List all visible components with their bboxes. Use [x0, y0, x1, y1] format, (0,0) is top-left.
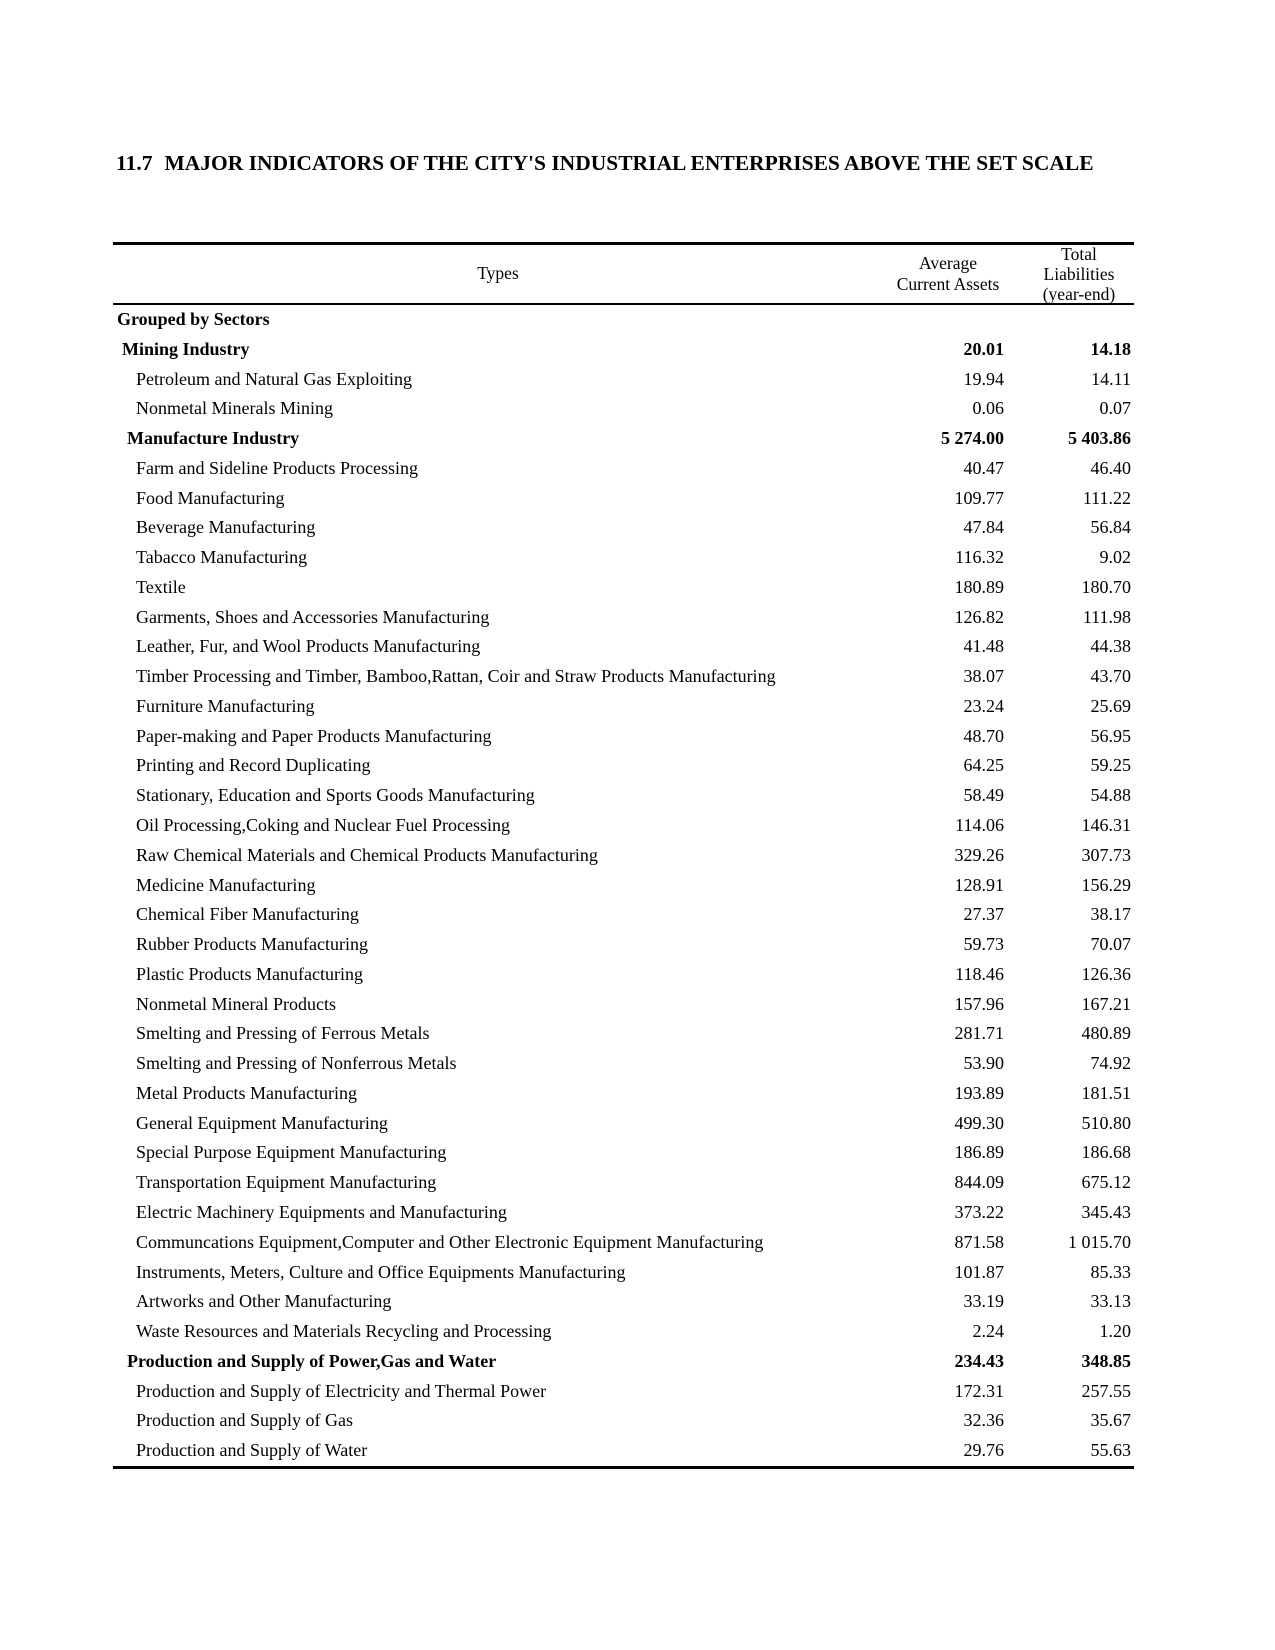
average-current-assets-cell: 101.87	[954, 1261, 1004, 1282]
table-row	[113, 841, 1134, 871]
table-row	[113, 1436, 1134, 1466]
table-row	[113, 484, 1134, 514]
table-row	[113, 573, 1134, 603]
average-current-assets-cell: 5 274.00	[941, 428, 1004, 449]
row-label: Production and Supply of Gas	[136, 1410, 353, 1431]
total-liabilities-cell: 14.18	[1090, 338, 1131, 359]
page-title	[116, 146, 1132, 180]
indicators-table	[113, 242, 1134, 1469]
average-current-assets-cell: 40.47	[963, 457, 1004, 478]
average-current-assets-cell: 180.89	[954, 576, 1004, 597]
header-liab-line3: (year-end)	[1042, 284, 1116, 304]
total-liabilities-cell: 156.29	[1081, 874, 1131, 895]
header-types: Types	[477, 263, 519, 283]
average-current-assets-cell: 193.89	[954, 1082, 1004, 1103]
table-row	[113, 811, 1134, 841]
table-row	[113, 365, 1134, 395]
row-label: Smelting and Pressing of Nonferrous Metals	[136, 1053, 457, 1074]
row-label: Production and Supply of Power,Gas and Water	[127, 1350, 497, 1371]
row-label: Textile	[136, 576, 186, 597]
average-current-assets-cell: 186.89	[954, 1142, 1004, 1163]
average-current-assets-cell: 38.07	[963, 666, 1004, 687]
total-liabilities-cell: 348.85	[1081, 1350, 1131, 1371]
table-row	[113, 1109, 1134, 1139]
total-liabilities-cell: 307.73	[1081, 844, 1131, 865]
table-row	[113, 1198, 1134, 1228]
row-label: Farm and Sideline Products Processing	[136, 457, 418, 478]
average-current-assets-cell: 64.25	[963, 755, 1004, 776]
row-label: Metal Products Manufacturing	[136, 1082, 357, 1103]
total-liabilities-cell: 675.12	[1081, 1172, 1131, 1193]
average-current-assets-cell: 128.91	[954, 874, 1004, 895]
total-liabilities-cell: 70.07	[1090, 934, 1131, 955]
row-label: Raw Chemical Materials and Chemical Products Manufacturing	[136, 844, 598, 865]
title-text: MAJOR INDICATORS OF THE CITY'S INDUSTRIAL ENTERPRISES ABOVE THE SET SCALE	[164, 151, 1094, 175]
row-label: Nonmetal Mineral Products	[136, 993, 336, 1014]
row-label: Tabacco Manufacturing	[136, 547, 308, 568]
average-current-assets-cell: 871.58	[954, 1231, 1004, 1252]
total-liabilities-cell: 180.70	[1081, 576, 1131, 597]
average-current-assets-cell: 41.48	[963, 636, 1004, 657]
table-row	[113, 1079, 1134, 1109]
row-label: Plastic Products Manufacturing	[136, 963, 363, 984]
row-label: Production and Supply of Electricity and Thermal Power	[136, 1380, 547, 1401]
row-label: Production and Supply of Water	[136, 1440, 368, 1461]
row-label: Leather, Fur, and Wool Products Manufacturing	[136, 636, 481, 657]
row-label: Garments, Shoes and Accessories Manufacturing	[136, 606, 490, 627]
row-label: Beverage Manufacturing	[136, 517, 316, 538]
sector-row	[113, 1347, 1134, 1377]
row-label: Nonmetal Minerals Mining	[136, 398, 333, 419]
table-row	[113, 1019, 1134, 1049]
table-row	[113, 960, 1134, 990]
row-label: Paper-making and Paper Products Manufacturing	[136, 725, 492, 746]
row-label: Communcations Equipment,Computer and Other Electronic Equipment Manufacturing	[136, 1231, 764, 1252]
average-current-assets-cell: 53.90	[963, 1053, 1004, 1074]
total-liabilities-cell: 9.02	[1099, 547, 1131, 568]
table-row	[113, 1406, 1134, 1436]
total-liabilities-cell: 55.63	[1090, 1440, 1131, 1461]
total-liabilities-cell: 167.21	[1081, 993, 1131, 1014]
table-row	[113, 990, 1134, 1020]
average-current-assets-cell: 118.46	[955, 963, 1004, 984]
row-label: Chemical Fiber Manufacturing	[136, 904, 359, 925]
average-current-assets-cell: 281.71	[954, 1023, 1004, 1044]
table-row	[113, 543, 1134, 573]
row-label: Transportation Equipment Manufacturing	[136, 1172, 437, 1193]
total-liabilities-cell: 5 403.86	[1068, 428, 1131, 449]
header-total-liabilities	[1018, 244, 1140, 304]
header-assets-line1: Average	[919, 253, 977, 273]
row-label: Petroleum and Natural Gas Exploiting	[136, 368, 412, 389]
total-liabilities-cell: 54.88	[1090, 785, 1131, 806]
row-label: Printing and Record Duplicating	[136, 755, 371, 776]
total-liabilities-cell: 59.25	[1090, 755, 1131, 776]
table-row	[113, 781, 1134, 811]
average-current-assets-cell: 329.26	[954, 844, 1004, 865]
row-label: General Equipment Manufacturing	[136, 1112, 388, 1133]
sector-row	[113, 335, 1134, 365]
average-current-assets-cell: 29.76	[963, 1440, 1004, 1461]
table-row	[113, 871, 1134, 901]
header-liab-line1: Total	[1061, 244, 1097, 264]
header-assets-line2: Current Assets	[896, 274, 1000, 294]
row-label: Rubber Products Manufacturing	[136, 934, 368, 955]
group-label: Grouped by Sectors	[117, 309, 270, 329]
row-label: Food Manufacturing	[136, 487, 285, 508]
table-row	[113, 1287, 1134, 1317]
header-liab-line2: Liabilities	[1043, 264, 1115, 284]
total-liabilities-cell: 111.98	[1082, 606, 1131, 627]
total-liabilities-cell: 126.36	[1081, 963, 1131, 984]
total-liabilities-cell: 56.95	[1090, 725, 1131, 746]
total-liabilities-cell: 480.89	[1081, 1023, 1131, 1044]
row-label: Smelting and Pressing of Ferrous Metals	[136, 1023, 430, 1044]
table-row	[113, 662, 1134, 692]
row-label: Stationary, Education and Sports Goods Manufacturing	[136, 785, 535, 806]
total-liabilities-cell: 0.07	[1099, 398, 1131, 419]
table-row	[113, 930, 1134, 960]
sector-row	[113, 424, 1134, 454]
average-current-assets-cell: 126.82	[954, 606, 1004, 627]
row-label: Manufacture Industry	[127, 428, 300, 449]
average-current-assets-cell: 2.24	[972, 1321, 1004, 1342]
average-current-assets-cell: 32.36	[963, 1410, 1004, 1431]
table-header	[113, 245, 1134, 303]
average-current-assets-cell: 157.96	[954, 993, 1004, 1014]
header-average-current-assets	[873, 253, 1023, 295]
average-current-assets-cell: 373.22	[954, 1201, 1004, 1222]
total-liabilities-cell: 46.40	[1090, 457, 1131, 478]
total-liabilities-cell: 25.69	[1090, 695, 1131, 716]
table-row	[113, 751, 1134, 781]
table-row	[113, 632, 1134, 662]
average-current-assets-cell: 172.31	[954, 1380, 1004, 1401]
table-number: 11.7	[116, 151, 153, 175]
row-label: Waste Resources and Materials Recycling and Processing	[136, 1321, 552, 1342]
average-current-assets-cell: 109.77	[954, 487, 1004, 508]
row-label: Special Purpose Equipment Manufacturing	[136, 1142, 447, 1163]
total-liabilities-cell: 111.22	[1082, 487, 1131, 508]
total-liabilities-cell: 35.67	[1090, 1410, 1131, 1431]
table-row	[113, 603, 1134, 633]
total-liabilities-cell: 85.33	[1090, 1261, 1131, 1282]
total-liabilities-cell: 56.84	[1090, 517, 1131, 538]
table-body	[113, 335, 1134, 1466]
total-liabilities-cell: 33.13	[1090, 1291, 1131, 1312]
average-current-assets-cell: 48.70	[963, 725, 1004, 746]
average-current-assets-cell: 114.06	[955, 815, 1004, 836]
average-current-assets-cell: 844.09	[954, 1172, 1004, 1193]
average-current-assets-cell: 23.24	[963, 695, 1004, 716]
total-liabilities-cell: 14.11	[1091, 368, 1131, 389]
group-label-row	[113, 305, 1134, 335]
total-liabilities-cell: 257.55	[1081, 1380, 1131, 1401]
average-current-assets-cell: 27.37	[963, 904, 1004, 925]
table-row	[113, 513, 1134, 543]
row-label: Medicine Manufacturing	[136, 874, 316, 895]
total-liabilities-cell: 44.38	[1090, 636, 1131, 657]
row-label: Furniture Manufacturing	[136, 695, 315, 716]
average-current-assets-cell: 33.19	[963, 1291, 1004, 1312]
total-liabilities-cell: 43.70	[1090, 666, 1131, 687]
average-current-assets-cell: 47.84	[963, 517, 1004, 538]
table-row	[113, 1228, 1134, 1258]
total-liabilities-cell: 74.92	[1090, 1053, 1131, 1074]
total-liabilities-cell: 186.68	[1081, 1142, 1131, 1163]
table-row	[113, 1138, 1134, 1168]
table-row	[113, 454, 1134, 484]
row-label: Electric Machinery Equipments and Manufacturing	[136, 1201, 507, 1222]
average-current-assets-cell: 234.43	[954, 1350, 1004, 1371]
total-liabilities-cell: 345.43	[1081, 1201, 1131, 1222]
table-row	[113, 900, 1134, 930]
average-current-assets-cell: 20.01	[963, 338, 1004, 359]
row-label: Artworks and Other Manufacturing	[136, 1291, 392, 1312]
average-current-assets-cell: 0.06	[972, 398, 1004, 419]
total-liabilities-cell: 510.80	[1081, 1112, 1131, 1133]
table-row	[113, 1377, 1134, 1407]
row-label: Instruments, Meters, Culture and Office Equipments Manufacturing	[136, 1261, 626, 1282]
row-label: Timber Processing and Timber, Bamboo,Rattan, Coir and Straw Products Manufacturing	[136, 666, 776, 687]
table-row	[113, 394, 1134, 424]
table-row	[113, 1317, 1134, 1347]
table-bottom-rule	[113, 1466, 1134, 1469]
average-current-assets-cell: 499.30	[954, 1112, 1004, 1133]
row-label: Mining Industry	[122, 338, 250, 359]
row-label: Oil Processing,Coking and Nuclear Fuel Processing	[136, 815, 510, 836]
table-row	[113, 722, 1134, 752]
table-row	[113, 1258, 1134, 1288]
table-row	[113, 1168, 1134, 1198]
table-row	[113, 692, 1134, 722]
average-current-assets-cell: 19.94	[963, 368, 1004, 389]
table-row	[113, 1049, 1134, 1079]
total-liabilities-cell: 1.20	[1099, 1321, 1131, 1342]
total-liabilities-cell: 38.17	[1090, 904, 1131, 925]
average-current-assets-cell: 58.49	[963, 785, 1004, 806]
average-current-assets-cell: 59.73	[963, 934, 1004, 955]
total-liabilities-cell: 181.51	[1081, 1082, 1131, 1103]
average-current-assets-cell: 116.32	[955, 547, 1004, 568]
total-liabilities-cell: 1 015.70	[1068, 1231, 1131, 1252]
total-liabilities-cell: 146.31	[1081, 815, 1131, 836]
